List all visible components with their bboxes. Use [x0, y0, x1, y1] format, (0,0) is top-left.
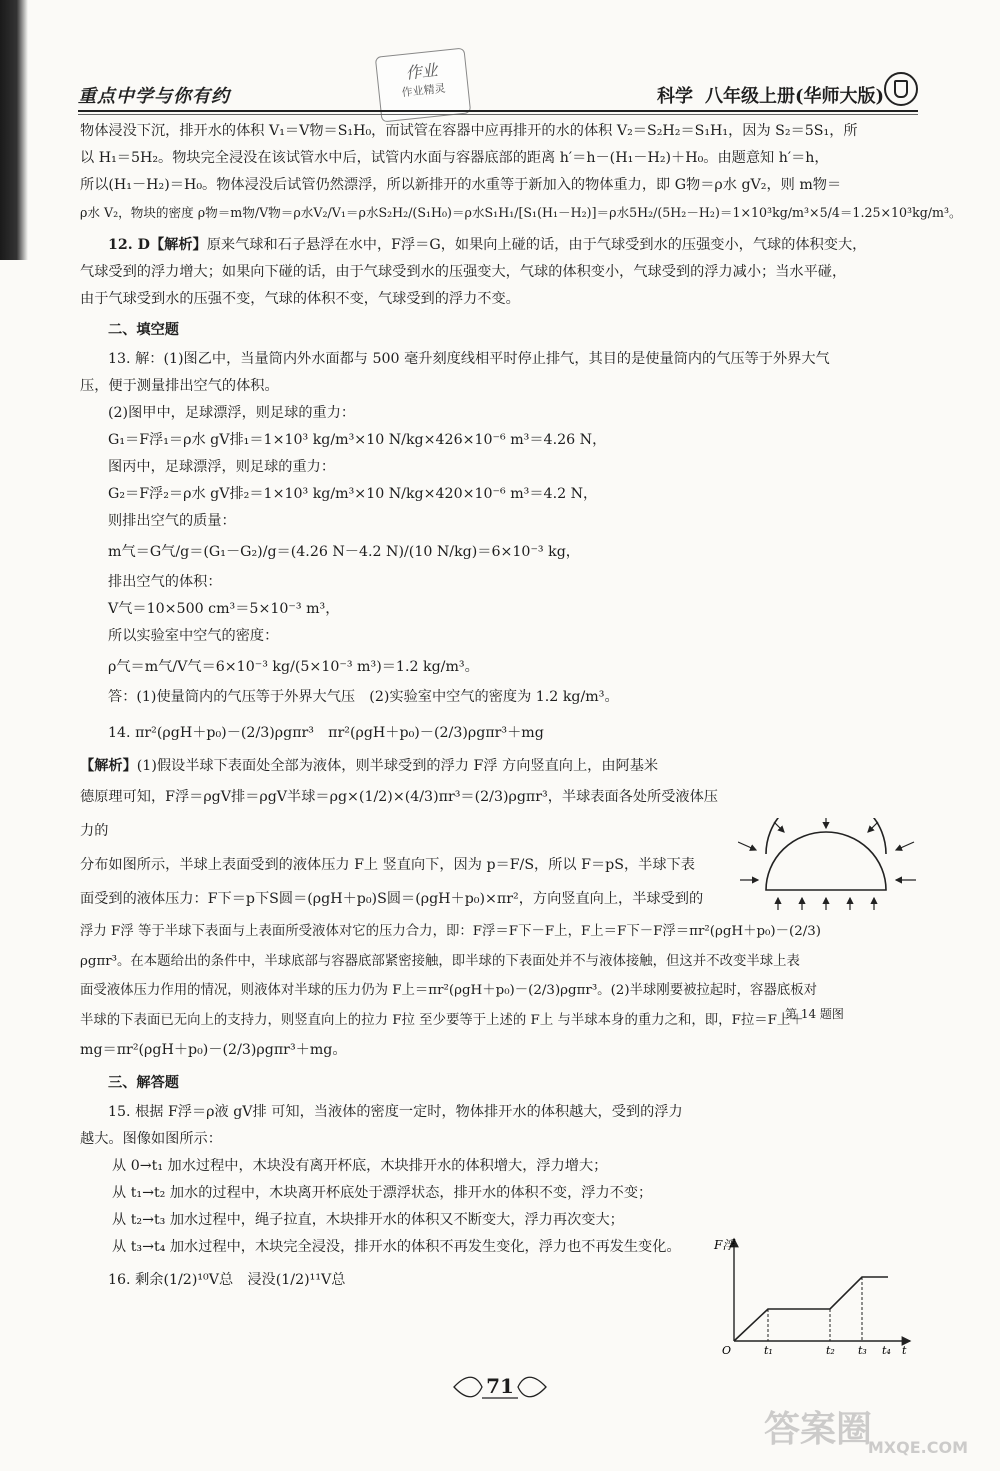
- header-rule-thin: [78, 114, 918, 115]
- tick-t2: t₂: [826, 1344, 835, 1355]
- figure-14-caption: 第 14 题图: [785, 1007, 844, 1021]
- watermark-text: 答案圈: [764, 1408, 873, 1450]
- text-line: 压，便于测量排出空气的体积。: [80, 378, 279, 394]
- text-line: 答：(1)使量筒内的气压等于外界大气压 (2)实验室中空气的密度为 1.2 kg/m³。: [108, 689, 619, 705]
- text-line: 从 t₂→t₃ 加水过程中，绳子拉直，木块排开水的体积又不断变大，浮力再次变大；: [112, 1212, 624, 1228]
- text-line: 所以(H₁－H₂)＝H₀。物体浸没后试管仍然漂浮，所以新排开的水重等于新加入的物体重力，即 G物＝ρ水 gV₂，则 m物＝: [80, 177, 842, 193]
- text-line: 13. 解：(1)图乙中，当量筒内外水面都与 500 毫升刻度线相平时停止排气，其目的是使量筒内的气压等于外界大气: [108, 351, 830, 367]
- answer-body: [80, 118, 962, 1294]
- text-line: 面受液体压力作用的情况，则液体对半球的压力仍为 F上＝πr²(ρgH＋p₀)－(2/3)ρgπr³。(2)半球刚要被拉起时，容器底板对: [80, 983, 818, 998]
- text-line: 半球的下表面已无向上的支持力，则竖直向上的拉力 F拉 至少要等于上述的 F上 与半球本身的重力之和，即，F拉＝F上＋: [80, 1013, 804, 1028]
- analysis-tag: 【解析】: [149, 237, 207, 253]
- page-header: [78, 60, 918, 108]
- stamp-line-1: 作业: [404, 60, 439, 83]
- text-line: 15. 根据 F浮＝ρ液 gV排 可知，当液体的密度一定时，物体排开水的体积越大，受到的浮力: [108, 1104, 683, 1120]
- book-binding-shadow: [0, 0, 28, 260]
- subject-title: [657, 82, 884, 108]
- text-line: 以 H₁＝5H₂。物块完全浸没在该试管水中后，试管内水面与容器底部的距离 h′＝h－(H₁－H₂)＋H₀。由题意知 h′＝h，: [80, 150, 829, 166]
- text-line: (2)图甲中，足球漂浮，则足球的重力：: [108, 405, 356, 421]
- hemisphere-figure: [738, 818, 918, 913]
- q14-answer: 14. πr²(ρgH＋p₀)－(2/3)ρgπr³ πr²(ρgH＋p₀)－(2/3)ρgπr³＋mg: [108, 725, 544, 741]
- text-line: 由于气球受到水的压强不变，气球的体积不变，气球受到的浮力不变。: [80, 291, 520, 307]
- text-line: G₁＝F浮₁＝ρ水 gV排₁＝1×10³ kg/m³×10 N/kg×426×10⁻⁶ m³＝4.26 N，: [108, 432, 607, 448]
- text-line: 从 0→t₁ 加水过程中，木块没有离开杯底，木块排开水的体积增大，浮力增大；: [112, 1158, 608, 1174]
- text-line: 气球受到的浮力增大；如果向下碰的话，由于气球受到水的压强变大，气球的体积变小，气球受到的浮力减小；当水平碰，: [80, 264, 847, 280]
- header-rule: [78, 110, 918, 112]
- origin-label: O: [722, 1344, 732, 1355]
- text-line: 越大。图像如图所示：: [80, 1131, 222, 1147]
- analysis-tag: 【解析】: [80, 758, 137, 774]
- school-crest-icon: [884, 72, 918, 106]
- tick-t3: t₃: [858, 1344, 867, 1355]
- text-line: mg＝πr²(ρgH＋p₀)－(2/3)ρgπr³＋mg。: [80, 1042, 347, 1058]
- site-watermark: [764, 1401, 974, 1457]
- page-number: [452, 1372, 548, 1402]
- grade-label: 八年级上册(华师大版): [704, 86, 884, 107]
- tick-t1: t₁: [764, 1344, 773, 1355]
- text-line: V气＝10×500 cm³＝5×10⁻³ m³，: [108, 601, 340, 617]
- text-line: 物体浸没下沉，排开水的体积 V₁＝V物＝S₁H₀，而试管在容器中应再排开的水的体积 V₂＝S₂H₂＝S₁H₁，因为 S₂＝5S₁，所: [80, 123, 858, 139]
- x-axis-label: t: [902, 1344, 907, 1355]
- text-line: 所以实验室中空气的密度：: [108, 628, 279, 644]
- text-line: 排出空气的体积：: [108, 574, 222, 590]
- section-heading: 二、填空题: [108, 322, 179, 338]
- q12-text: 原来气球和石子悬浮在水中，F浮＝G，如果向上碰的话，由于气球受到水的压强变小，气球的体积变大，: [206, 237, 867, 253]
- q14-text: (1)假设半球下表面处全部为液体，则半球受到的浮力 F浮 方向竖直向上，由阿基米: [136, 758, 659, 774]
- q16-answer: 16. 剩余(1/2)¹⁰V总 浸没(1/2)¹¹V总: [108, 1272, 346, 1288]
- stamp-line-2: 作业精灵: [401, 81, 447, 100]
- buoyancy-line: [734, 1277, 888, 1341]
- subject-name: 科学: [656, 86, 693, 107]
- buoyancy-graph: [712, 1235, 922, 1355]
- text-line: 德原理可知，F浮＝ρgV排＝ρgV半球＝ρg×(1/2)×(4/3)πr³＝(2/3)ρgπr³，半球表面各处所受液体压力的: [80, 789, 718, 839]
- text-line: 分布如图所示，半球上表面受到的液体压力 F上 竖直向下，因为 p＝F/S，所以 F＝pS，半球下表: [80, 857, 695, 873]
- q14-analysis-line: [80, 753, 730, 780]
- series-brand: 重点中学与你有约: [78, 86, 230, 107]
- tick-t4: t₄: [882, 1344, 891, 1355]
- page-number-text: 71: [486, 1374, 514, 1398]
- text-line: 面受到的液体压力：F下＝p下S圆＝(ρgH＋p₀)S圆＝(ρgH＋p₀)×πr²，方向竖直向上，半球受到的: [80, 891, 704, 907]
- equation-line: m气＝G气/g＝(G₁－G₂)/g＝(4.26 N－4.2 N)/(10 N/kg)＝6×10⁻³ kg，: [108, 544, 580, 560]
- text-line: 浮力 F浮 等于半球下表面与上表面所受液体对它的压力合力，即：F浮＝F下－F上，F上＝F下－F浮＝πr²(ρgH＋p₀)－(2/3): [80, 924, 822, 939]
- equation-line: ρ气＝m气/V气＝6×10⁻³ kg/(5×10⁻³ m³)＝1.2 kg/m³。: [108, 659, 479, 675]
- watermark-url: MXQE.COM: [867, 1438, 968, 1457]
- y-axis-label: F浮: [714, 1238, 735, 1252]
- text-line: ρ水 V₂，物块的密度 ρ物＝m物/V物＝ρ水V₂/V₁＝ρ水S₂H₂/(S₁H₀)＝ρ水S₁H₁/[S₁(H₁－H₂)]＝ρ水5H₂/(5H₂－H₂)＝1×10³kg/m³×5/4＝1.25×10³kg/m³。: [80, 205, 962, 220]
- text-line: 图丙中，足球漂浮，则足球的重力：: [108, 459, 336, 475]
- text-line: 从 t₁→t₂ 加水的过程中，木块离开杯底处于漂浮状态，排开水的体积不变，浮力不变；: [112, 1185, 653, 1201]
- text-line: ρgπr³。在本题给出的条件中，半球底部与容器底部紧密接触，即半球的下表面处并不与液体接触，但这并不改变半球上表: [80, 954, 800, 969]
- text-line: G₂＝F浮₂＝ρ水 gV排₂＝1×10³ kg/m³×10 N/kg×420×10⁻⁶ m³＝4.2 N，: [108, 486, 598, 502]
- section-heading: 三、解答题: [108, 1075, 179, 1091]
- text-line: 从 t₃→t₄ 加水过程中，木块完全浸没，排开水的体积不再发生变化，浮力也不再发生变化。: [112, 1239, 681, 1255]
- q12-line: [80, 232, 918, 259]
- q12-label: 12. D: [108, 237, 150, 253]
- text-line: 则排出空气的质量：: [108, 513, 236, 529]
